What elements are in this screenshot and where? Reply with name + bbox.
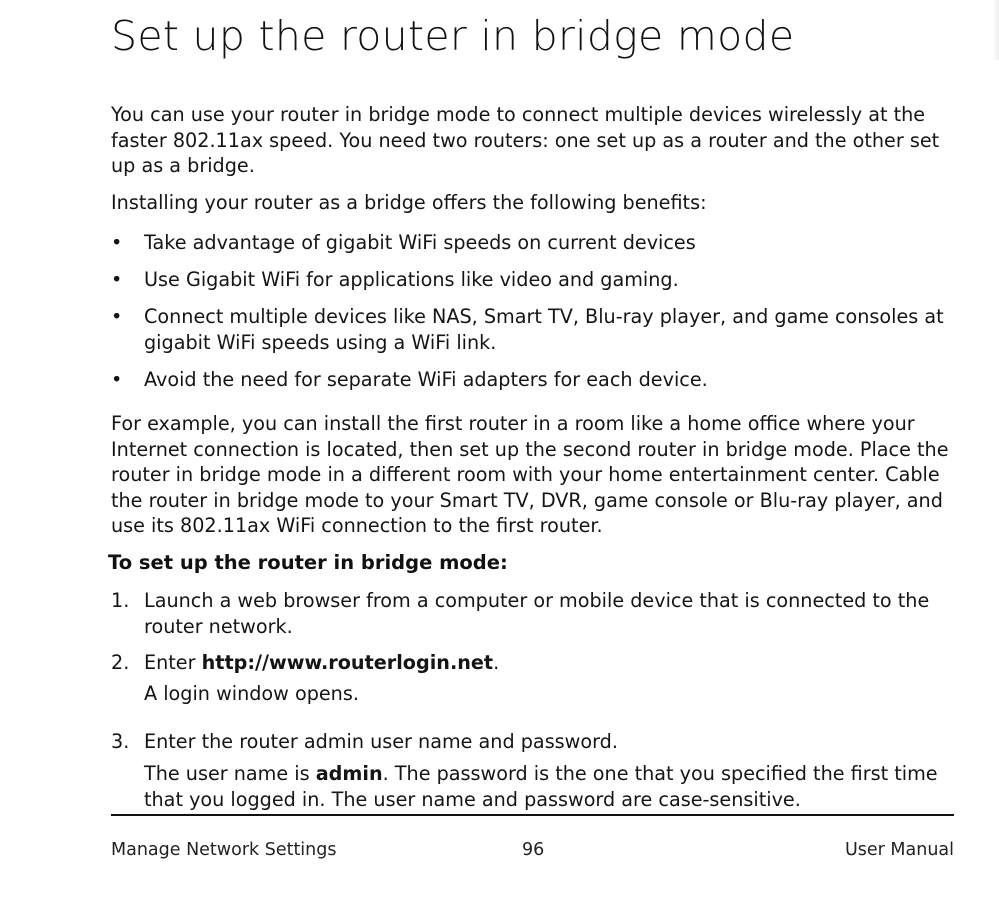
step-text-prefix: Enter [144,651,202,674]
footer-doc-title: User Manual [844,840,954,860]
step-number: 2. [111,651,130,674]
footer-section-name: Manage Network Settings [111,840,337,860]
list-item [111,367,969,393]
scrollbar-edge[interactable] [992,0,999,60]
benefit-text: Use Gigabit WiFi for applications like video and gaming. [144,268,679,291]
bullet-icon: • [111,268,123,291]
procedure-heading: To set up the router in bridge mode: [108,551,508,574]
step-text: Launch a web browser from a computer or mobile device that is connected to the router network. [144,589,930,638]
procedure-step [111,588,969,640]
list-item [111,267,969,293]
bullet-icon: • [111,305,123,328]
step-note [144,761,968,812]
page-title: Set up the router in bridge mode [111,12,795,60]
step-text [144,650,968,676]
bullet-icon: • [111,368,123,391]
intro-paragraph: You can use your router in bridge mode to connect multiple devices wirelessly at the faster 802.11ax speed. You need two routers: one set up as a router and the other set up as a bridge. [111,103,940,177]
step-text-suffix: . [493,651,500,674]
benefit-text: Avoid the need for separate WiFi adapters for each device. [144,368,708,391]
footer-divider [111,814,954,816]
admin-username: admin [315,762,383,785]
list-item [111,230,969,256]
procedure-step [111,650,969,710]
benefit-text: Take advantage of gigabit WiFi speeds on current devices [144,231,696,254]
step-number: 1. [111,589,130,612]
step-note-suffix: . The password is the one that you specified the first time that you logged in. The user name and password are case-sensitive. [144,762,938,811]
benefit-text: Connect multiple devices like NAS, Smart TV, Blu-ray player, and game consoles at gigabit WiFi speeds using a WiFi link. [144,305,944,354]
benefits-intro: Installing your router as a bridge offers the following benefits: [111,191,707,214]
step-text: Enter the router admin user name and password. [144,730,618,753]
router-login-url: http://www.routerlogin.net [201,651,494,674]
bullet-icon: • [111,231,123,254]
example-paragraph: For example, you can install the first router in a room like a home office where your Internet connection is located, then set up the second router in bridge mode. Place the router in bridge mode in a different room with your home entertainment center. Cable the router in bridge mode to your Smart TV, DVR, game console or Blu-ray player, and use its 802.11ax WiFi connection to the first router. [111,412,949,537]
step-number: 3. [111,730,130,753]
step-result: A login window opens. [144,682,359,705]
footer-page-number: 96 [522,840,545,860]
step-note-prefix: The user name is [144,762,316,785]
procedure-step [111,729,969,813]
list-item [111,304,969,356]
